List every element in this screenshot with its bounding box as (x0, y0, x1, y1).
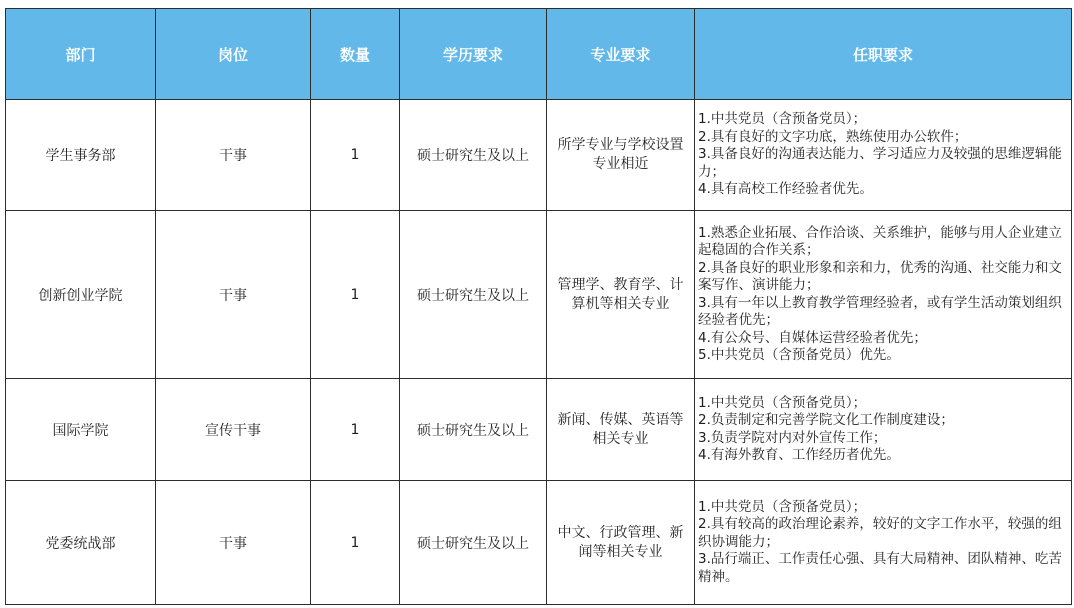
cell-requirements (695, 100, 1072, 211)
recruitment-table (5, 8, 1072, 605)
requirement-item: 3.具有一年以上教育教学管理经验者，或有学生活动策划组织经验者优先； (698, 294, 1062, 328)
table-header-row (6, 9, 1072, 100)
table-row (6, 100, 1072, 211)
header-position: 岗位 (156, 9, 311, 100)
cell-position: 干事 (156, 211, 311, 379)
header-major: 专业要求 (547, 9, 695, 100)
requirement-item: 4.有公众号、自媒体运营经验者优先； (698, 329, 927, 346)
cell-count: 1 (311, 379, 400, 481)
requirement-item: 1.中共党员（含预备党员）； (698, 394, 867, 411)
cell-major: 中文、行政管理、新闻等相关专业 (547, 481, 695, 605)
cell-education: 硕士研究生及以上 (400, 211, 547, 379)
requirement-item: 4.有海外教育、工作经历者优先。 (698, 447, 900, 463)
cell-major: 管理学、教育学、计算机等相关专业 (547, 211, 695, 379)
header-count: 数量 (311, 9, 400, 100)
table-row (6, 211, 1072, 379)
cell-requirements (695, 379, 1072, 481)
header-requirements: 任职要求 (695, 9, 1072, 100)
requirement-item: 2.具备良好的职业形象和亲和力，优秀的沟通、社交能力和文案写作、演讲能力； (698, 259, 1062, 293)
requirement-item: 1.中共党员（含预备党员）； (698, 111, 867, 128)
cell-education: 硕士研究生及以上 (400, 100, 547, 211)
cell-education: 硕士研究生及以上 (400, 481, 547, 605)
cell-education: 硕士研究生及以上 (400, 379, 547, 481)
header-department: 部门 (6, 9, 156, 100)
cell-count: 1 (311, 211, 400, 379)
cell-department: 国际学院 (6, 379, 156, 481)
cell-major: 所学专业与学校设置专业相近 (547, 100, 695, 211)
requirement-item: 2.具有良好的文字功底，熟练使用办公软件； (698, 128, 968, 145)
requirement-item: 3.具备良好的沟通表达能力、学习适应力及较强的思维逻辑能力； (698, 146, 1062, 180)
requirement-item: 1.中共党员（含预备党员）； (698, 498, 867, 515)
requirement-item: 2.负责制定和完善学院文化工作制度建设； (698, 412, 954, 428)
requirement-item: 3.品行端正、工作责任心强、具有大局精神、团队精神、吃苦精神。 (698, 551, 1062, 585)
table-row (6, 379, 1072, 481)
recruitment-table-container (5, 8, 1071, 605)
cell-department: 创新创业学院 (6, 211, 156, 379)
header-education: 学历要求 (400, 9, 547, 100)
cell-department: 党委统战部 (6, 481, 156, 605)
cell-department: 学生事务部 (6, 100, 156, 211)
cell-position: 干事 (156, 100, 311, 211)
table-row (6, 481, 1072, 605)
requirement-item: 4.具有高校工作经验者优先。 (698, 181, 873, 198)
cell-requirements (695, 481, 1072, 605)
requirement-item: 5.中共党员（含预备党员）优先。 (698, 347, 900, 363)
requirement-item: 3.负责学院对内对外宣传工作； (698, 429, 887, 446)
cell-major: 新闻、传媒、英语等相关专业 (547, 379, 695, 481)
cell-requirements (695, 211, 1072, 379)
requirement-item: 1.熟悉企业拓展、合作洽谈、关系维护，能够与用人企业建立起稳固的合作关系； (698, 224, 1062, 258)
cell-count: 1 (311, 481, 400, 605)
cell-position: 宣传干事 (156, 379, 311, 481)
cell-count: 1 (311, 100, 400, 211)
requirement-item: 2.具有较高的政治理论素养，较好的文字工作水平，较强的组织协调能力； (698, 516, 1062, 550)
cell-position: 干事 (156, 481, 311, 605)
